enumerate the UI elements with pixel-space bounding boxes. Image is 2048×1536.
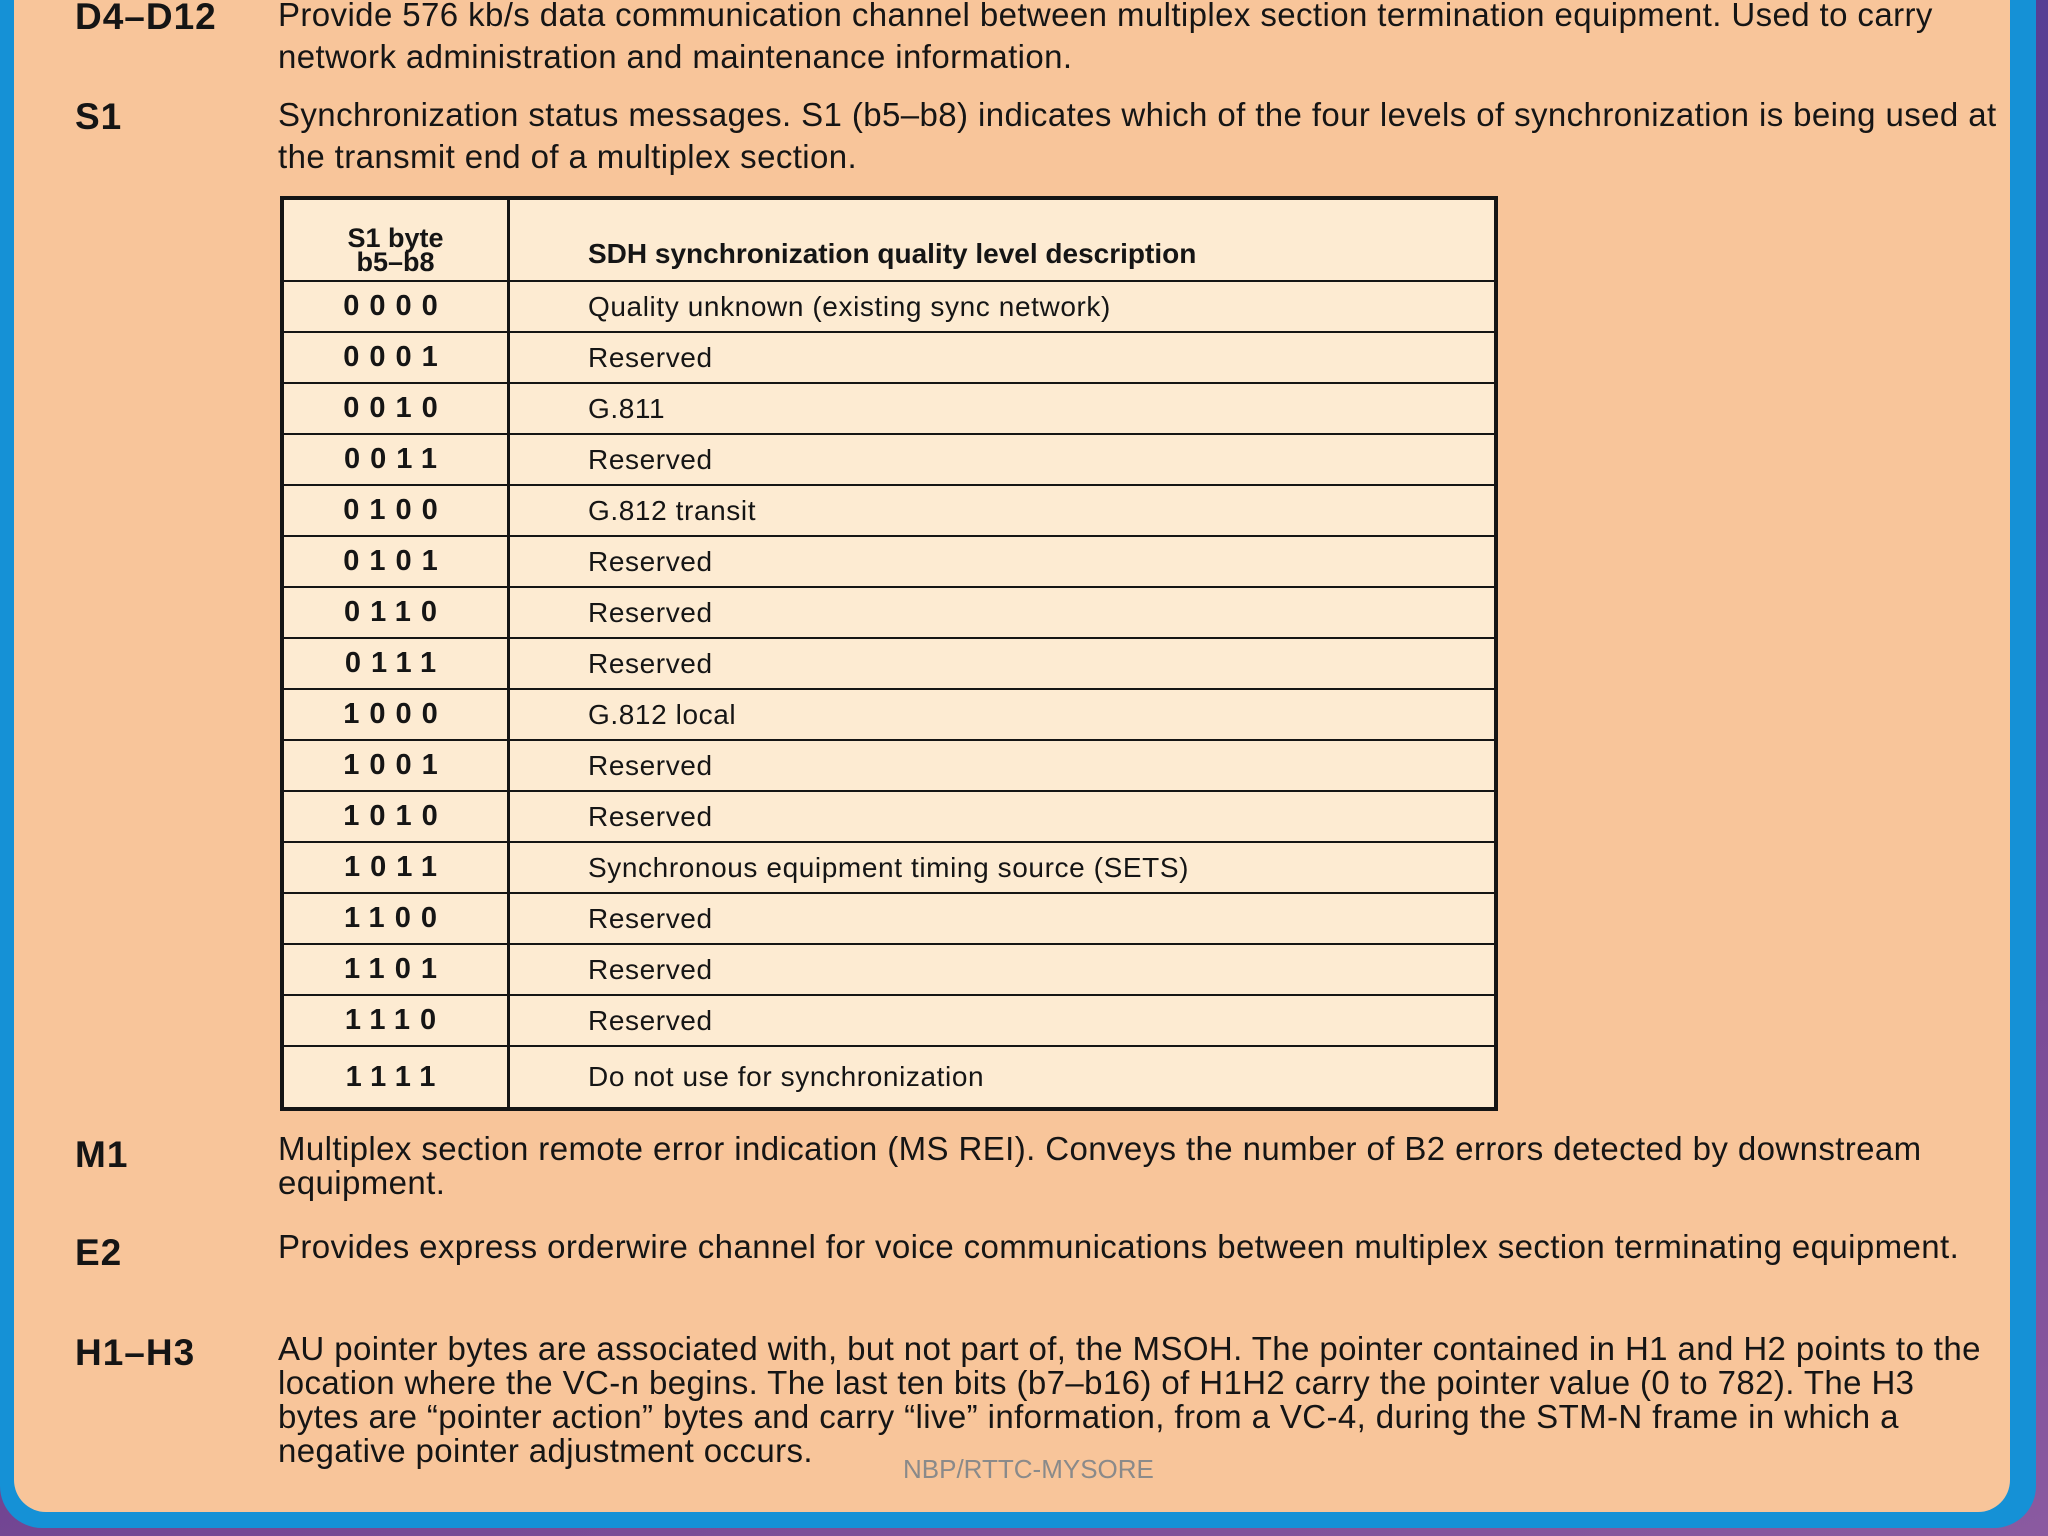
bits-cell: 0111	[282, 638, 509, 689]
description-cell: Do not use for synchronization	[509, 1046, 1497, 1109]
table-header-row	[282, 198, 1496, 281]
description-cell: Reserved	[509, 587, 1497, 638]
bits-cell: 0100	[282, 485, 509, 536]
entry-code: D4–D12	[75, 0, 217, 37]
s1-quality-level-table	[280, 196, 1498, 1111]
table-row	[282, 689, 1496, 740]
entry-code: S1	[75, 96, 123, 137]
description-cell: Reserved	[509, 536, 1497, 587]
description-cell: Synchronous equipment timing source (SETS)	[509, 842, 1497, 893]
table-row	[282, 638, 1496, 689]
bits-cell: 1011	[282, 842, 509, 893]
table-row	[282, 944, 1496, 995]
entry-description: AU pointer bytes are associated with, but not part of, the MSOH. The pointer contained in H1 and H2 points to the location where the VC-n begins. The last ten bits (b7–b16) of H1H2 carry the pointer value (0 to 782). The H3 bytes are “pointer action” bytes and carry “live” information, from a VC-4, during the STM-N frame in which a negative pointer adjustment occurs.	[278, 1330, 1981, 1469]
bits-cell: 0101	[282, 536, 509, 587]
column-header-s1-byte	[282, 198, 509, 281]
description-cell: Reserved	[509, 893, 1497, 944]
table-row	[282, 281, 1496, 332]
entry-code: H1–H3	[75, 1332, 196, 1373]
bits-cell: 0110	[282, 587, 509, 638]
bits-cell: 1000	[282, 689, 509, 740]
bits-cell: 1110	[282, 995, 509, 1046]
entry-description: Provides express orderwire channel for voice communications between multiplex section terminating equipment.	[278, 1228, 1960, 1265]
table-row	[282, 842, 1496, 893]
description-cell: Reserved	[509, 791, 1497, 842]
description-cell: G.812 local	[509, 689, 1497, 740]
description-cell: Reserved	[509, 995, 1497, 1046]
entry-description: Multiplex section remote error indication (MS REI). Conveys the number of B2 errors detected by downstream equipment.	[278, 1130, 1922, 1201]
bits-cell: 1010	[282, 791, 509, 842]
entry-description: Provide 576 kb/s data communication channel between multiplex section termination equipment. Used to carry network administration and maintenance information.	[278, 0, 1933, 75]
description-cell: Reserved	[509, 638, 1497, 689]
entry-code: E2	[75, 1232, 123, 1273]
bits-cell: 1001	[282, 740, 509, 791]
table-row	[282, 740, 1496, 791]
footer-text: NBP/RTTC-MYSORE	[903, 1454, 1154, 1484]
bits-cell: 1100	[282, 893, 509, 944]
slide-panel	[14, 0, 2010, 1512]
entry-description: Synchronization status messages. S1 (b5–b8) indicates which of the four levels of synchronization is being used at the transmit end of a multiplex section.	[278, 96, 1997, 175]
description-cell: Reserved	[509, 332, 1497, 383]
table-row	[282, 434, 1496, 485]
description-cell: G.812 transit	[509, 485, 1497, 536]
table-row	[282, 995, 1496, 1046]
description-cell: Reserved	[509, 944, 1497, 995]
table-row	[282, 536, 1496, 587]
description-cell: Reserved	[509, 740, 1497, 791]
bits-cell: 0011	[282, 434, 509, 485]
table-row	[282, 485, 1496, 536]
header-line: b5–b8	[356, 247, 435, 277]
table-row	[282, 383, 1496, 434]
table-row	[282, 587, 1496, 638]
bits-cell: 0001	[282, 332, 509, 383]
description-cell: Quality unknown (existing sync network)	[509, 281, 1497, 332]
column-header-description: SDH synchronization quality level description	[509, 198, 1497, 281]
bits-cell: 1111	[282, 1046, 509, 1109]
table-row	[282, 893, 1496, 944]
header-line: S1 byte	[347, 223, 444, 253]
bits-cell: 0010	[282, 383, 509, 434]
bits-cell: 1101	[282, 944, 509, 995]
description-cell: G.811	[509, 383, 1497, 434]
description-cell: Reserved	[509, 434, 1497, 485]
table-row	[282, 791, 1496, 842]
table-row	[282, 1046, 1496, 1109]
table-row	[282, 332, 1496, 383]
entry-code: M1	[75, 1134, 129, 1175]
bits-cell: 0000	[282, 281, 509, 332]
